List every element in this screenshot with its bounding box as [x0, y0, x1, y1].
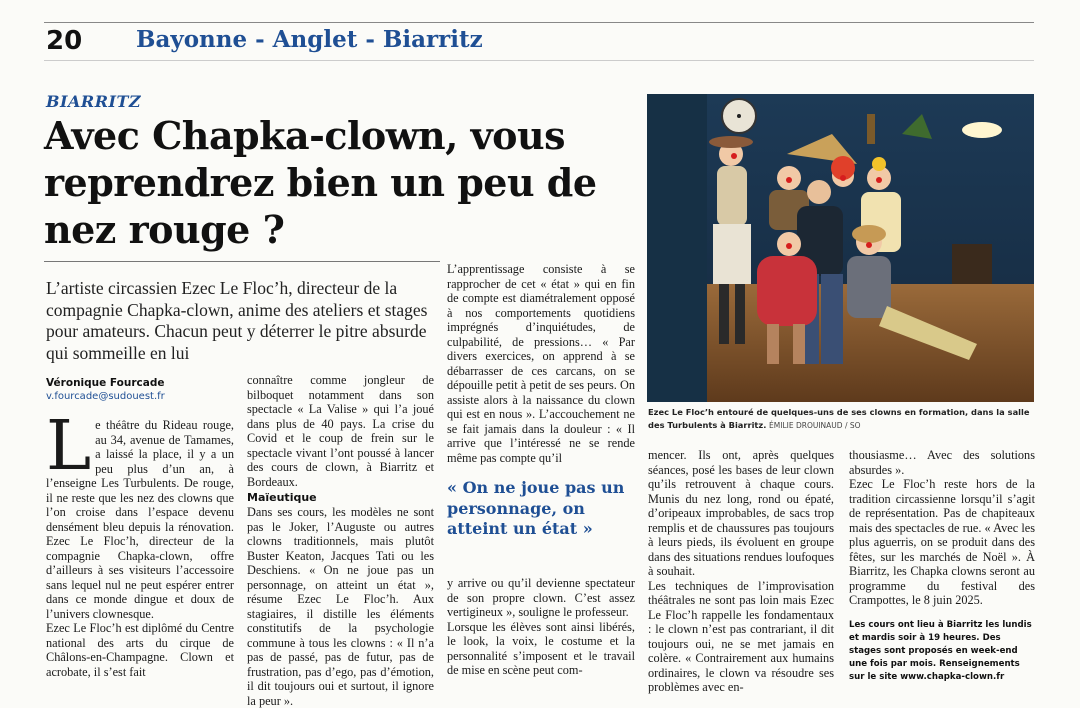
- body-paragraph: Les techniques de l’improvisation théâtrales ne sont pas loin mais Ezec Le Floc’h rappelle les fondamentaux : le clown n’est pas contrariant, il dit toujours oui, ne se met jamais en colère. « Contrairement aux humains ordinaires, le clown va résoudre ses problèmes avec en-: [648, 578, 834, 694]
- body-paragraph: Lorsque les élèves sont ainsi libérés, le look, la voix, le costume et la personnalité s’imposent et le travail de mise en scène peut com-: [447, 619, 635, 677]
- body-paragraph: mencer. Ils ont, après quelques séances, posé les bases de leur clown qu’ils retrouvent à chaque cours. Munis du nez long, rond ou épaté, d’oripeaux improbables, de sacs trop remplis et de chaussures pas toujours à leurs pieds, ils évoluent en groupe dans des situations rendues loufoques à souhait.: [648, 448, 834, 578]
- drop-cap: L: [46, 407, 92, 486]
- article-headline: Avec Chapka-clown, vous reprendrez bien un peu de nez rouge ?: [44, 113, 597, 252]
- article-lead: L’artiste circassien Ezec Le Floc’h, directeur de la compagnie Chapka-clown, anime des ateliers et stages pour amateurs. Chacun peut y déterrer le pitre absurde qui sommeille en lui: [46, 278, 428, 363]
- subheading: Maïeutique: [247, 491, 317, 504]
- body-column-5: [849, 448, 1035, 608]
- section-title: Bayonne - Anglet - Biarritz: [136, 26, 483, 53]
- author-name: Véronique Fourcade: [46, 377, 165, 389]
- caption-text: Ezec Le Floc’h entouré de quelques-uns de ses clowns en formation, dans la salle des Turbulents à Biarritz.: [648, 407, 1030, 430]
- body-paragraph: thousiasme… Avec des solutions absurdes ».: [849, 448, 1035, 477]
- photo-caption: [648, 406, 1034, 432]
- body-paragraph: y arrive ou qu’il devienne spectateur de son propre clown. C’est assez vertigineux », souligne le professeur.: [447, 576, 635, 619]
- photo-credit: ÉMILIE DROUINAUD / SO: [769, 421, 861, 430]
- pull-quote: « On ne joue pas un personnage, on atteint un état »: [447, 478, 625, 538]
- header-top-rule: [44, 22, 1034, 23]
- body-column-3b: [447, 576, 635, 678]
- page-number: 20: [46, 26, 83, 56]
- author-email[interactable]: v.fourcade@sudouest.fr: [46, 391, 165, 402]
- body-paragraph: Dans ses cours, les modèles ne sont pas le Joker, l’Auguste ou autres clowns traditionnels, mais plutôt Buster Keaton, Jacques Tati ou les Deschiens. « On ne joue pas un personnage, on atteint un état », résume Ezec Le Floc’h. Aux stagiaires, il distille les éléments constitutifs de la psychologie commune à tous les clowns : « Il n’a pas de passé, pas de futur, pas de frustration, pas d’ego, pas d’émotion, il dit toujours oui et surtout, il ignore la peur ».: [247, 505, 434, 708]
- body-column-2b: [247, 505, 434, 708]
- body-paragraph: L’apprentissage consiste à se rapprocher de cet « état » qui en fin de compte est diamétralement opposé à nos comportements quotidiens imprégnés d’inquiétudes, de culpabilité, de pressions… « Par divers exercices, on apprend à se débarrasser de ces carcans, on se dépouille petit à petit de ses peurs. On assiste alors à la naissance du clown qui est en nous ». L’accouchement ne se fait jamais dans la douleur : « Il arrive que l’intéressé ne se rende même pas compte qu’il: [447, 262, 635, 465]
- header-bottom-rule: [44, 60, 1034, 61]
- body-paragraph: e théâtre du Rideau rouge, au 34, avenue de Tamames, a laissé la place, il y a un peu plus d’un an, à l’enseigne Les Turbulents. De rouge, il ne reste que les nez des clowns que l’on croise dans l’espace devenu densément bleu depuis la rénovation. Ezec Le Floc’h, directeur de la compagnie Chapka-clown, offre d’ailleurs à ses visiteurs l’accessoire sans lequel nul ne peut espérer entrer dans ce monde dingue et doux de l’univers clownesque.: [46, 418, 234, 621]
- body-column-3a: [447, 262, 635, 465]
- info-box: Les cours ont lieu à Biarritz les lundis et mardis soir à 19 heures. Des stages sont proposés en week-end une fois par mois. Renseignements sur le site www.chapka-clown.fr: [849, 620, 1032, 682]
- body-column-4: [648, 448, 834, 695]
- body-paragraph: connaître comme jongleur de bilboquet notamment dans son spectacle « La Valise » qui l’a joué dans plus de 40 pays. La crise du Covid et le coup de frein sur le spectacle vivant l’ont poussé à lancer des cours de clown, à Biarritz et Bordeaux.: [247, 373, 434, 489]
- body-column-1: [46, 407, 234, 679]
- body-column-2a: [247, 373, 434, 489]
- body-paragraph: Ezec Le Floc’h reste hors de la tradition circassienne lorsqu’il s’agit de représentation. Pas de chapiteaux mais des spectacles de rue. « Avec les plus aguerris, on se produit dans des fêtes, sur les marchés de Noël ». À Biarritz, les Chapka clowns seront au programme du festival des Crampottes, le 8 juin 2025.: [849, 477, 1035, 607]
- article-kicker: BIARRITZ: [46, 92, 142, 111]
- article-photo: [647, 94, 1034, 402]
- body-paragraph: Ezec Le Floc’h est diplômé du Centre national des arts du cirque de Châlons-en-Champagne. Clown et acrobate, il s’est fait: [46, 621, 234, 679]
- lead-rule: [44, 261, 440, 262]
